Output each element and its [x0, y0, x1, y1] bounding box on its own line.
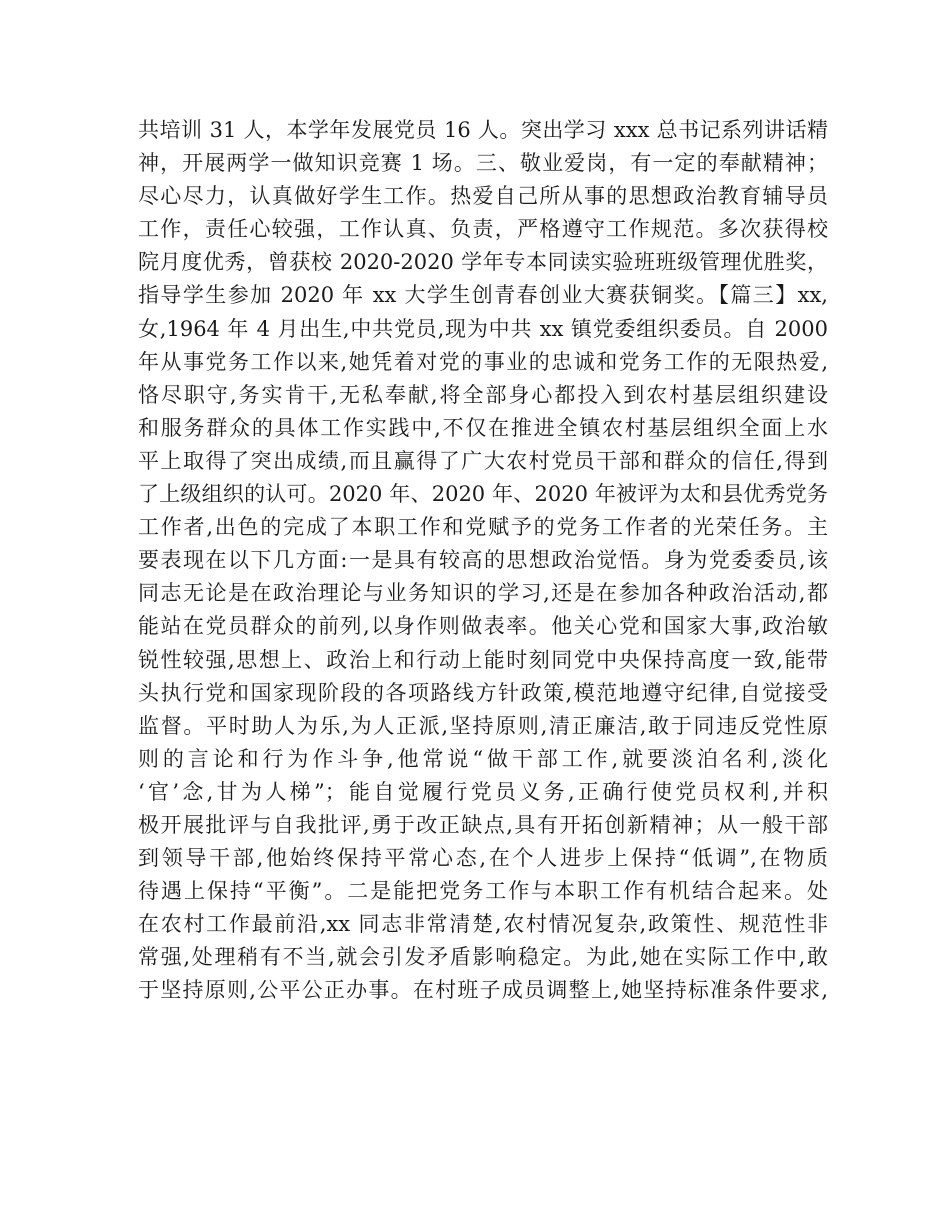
text-line: 能站在党员群众的前列,以身作则做表率。他关心党和国家大事,政治敏	[138, 614, 828, 639]
text-line: ‘官’念,甘为人梯”；能自觉履行党员义务,正确行使党员权利,并积	[138, 779, 828, 804]
text-line: 平上取得了突出成绩,而且赢得了广大农村党员干部和群众的信任,得到	[138, 448, 828, 473]
text-line: 和服务群众的具体工作实践中,不仅在推进全镇农村基层组织全面上水	[138, 415, 828, 440]
text-line: 年从事党务工作以来,她凭着对党的事业的忠诚和党务工作的无限热爱,	[138, 349, 828, 374]
text-line: 尽心尽力，认真做好学生工作。热爱自己所从事的思想政治教育辅导员	[138, 184, 828, 209]
text-line: 头执行党和国家现阶段的各项路线方针政策,模范地遵守纪律,自觉接受	[138, 680, 828, 705]
text-line: 常强,处理稍有不当,就会引发矛盾影响稳定。为此,她在实际工作中,敢	[138, 945, 828, 970]
text-line: 极开展批评与自我批评,勇于改正缺点,具有开拓创新精神；从一般干部	[138, 812, 828, 837]
text-line: 院月度优秀，曾获校 2020-2020 学年专本同读实验班班级管理优胜奖，	[138, 250, 828, 275]
text-line: 女,1964 年 4 月出生,中共党员,现为中共 xx 镇党委组织委员。自 2000	[138, 316, 828, 341]
text-line: 了上级组织的认可。2020 年、2020 年、2020 年被评为太和县优秀党务	[138, 482, 828, 507]
text-line: 到领导干部,他始终保持平常心态,在个人进步上保持“低调”,在物质	[138, 846, 828, 871]
text-line: 指导学生参加 2020 年 xx 大学生创青春创业大赛获铜奖。【篇三】xx,	[138, 283, 828, 308]
text-line: 工作者,出色的完成了本职工作和党赋予的党务工作者的光荣任务。主	[138, 515, 828, 540]
text-line: 神，开展两学一做知识竞赛 1 场。三、敬业爱岗，有一定的奉献精神；	[138, 151, 828, 176]
text-line: 工作，责任心较强，工作认真、负责，严格遵守工作规范。多次获得校	[138, 217, 828, 242]
text-line: 同志无论是在政治理论与业务知识的学习,还是在参加各种政治活动,都	[138, 581, 828, 606]
text-line: 则的言论和行为作斗争,他常说“做干部工作,就要淡泊名利,淡化	[138, 746, 828, 771]
text-line: 恪尽职守,务实肯干,无私奉献,将全部身心都投入到农村基层组织建设	[138, 382, 828, 407]
text-line: 要表现在以下几方面:一是具有较高的思想政治觉悟。身为党委委员,该	[138, 548, 828, 573]
text-line: 在农村工作最前沿,xx 同志非常清楚,农村情况复杂,政策性、规范性非	[138, 912, 828, 937]
text-line: 于坚持原则,公平公正办事。在村班子成员调整上,她坚持标准条件要求,	[138, 978, 828, 1003]
text-line: 共培训 31 人，本学年发展党员 16 人。突出学习 xxx 总书记系列讲话精	[138, 118, 828, 142]
text-line: 待遇上保持“平衡”。二是能把党务工作与本职工作有机结合起来。处	[138, 879, 828, 904]
text-line: 监督。平时助人为乐,为人正派,坚持原则,清正廉洁,敢于同违反党性原	[138, 713, 828, 738]
text-line: 锐性较强,思想上、政治上和行动上能时刻同党中央保持高度一致,能带	[138, 647, 828, 672]
body-text	[138, 114, 828, 1008]
